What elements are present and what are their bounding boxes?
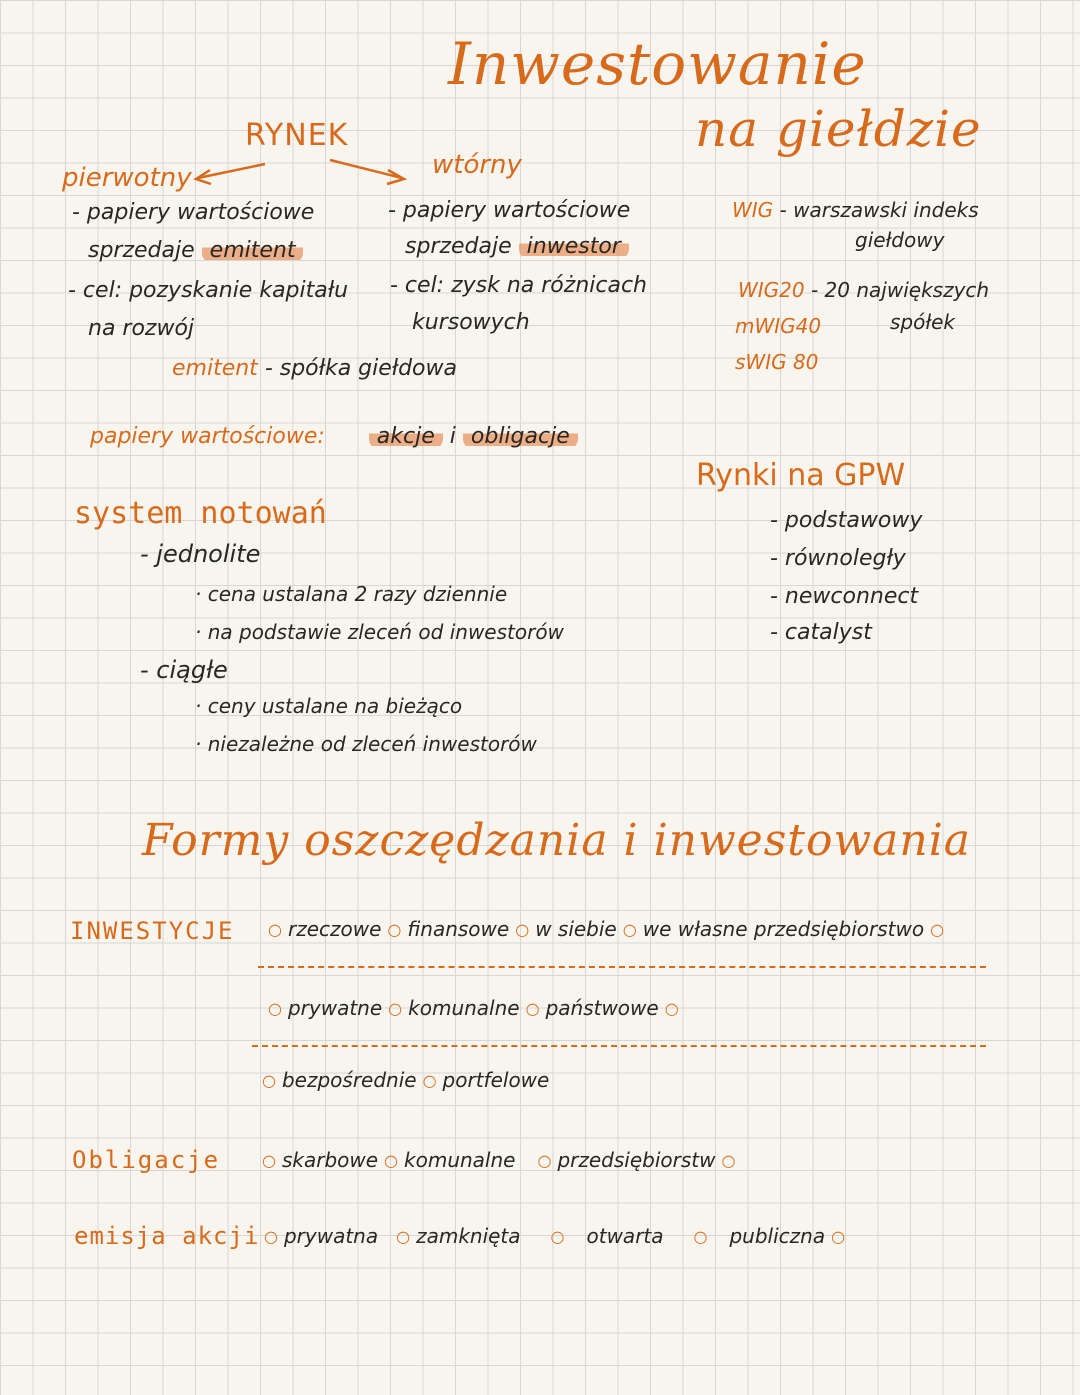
jednolite-label: - jednolite bbox=[140, 540, 261, 568]
dashed-divider bbox=[252, 1045, 986, 1047]
emisja-zamknieta: zamknięta bbox=[416, 1224, 521, 1248]
bullet-icon: ○ bbox=[930, 919, 945, 939]
inwestycje-row-1 bbox=[262, 917, 950, 941]
ciagle-item-1: · ceny ustalane na bieżąco bbox=[195, 694, 463, 718]
bullet-icon: ○ bbox=[384, 1150, 399, 1170]
pierwotny-label: pierwotny bbox=[62, 163, 192, 193]
rynek-heading: RYNEK bbox=[245, 118, 349, 153]
bullet-icon: ○ bbox=[268, 919, 282, 939]
wig-term: WIG bbox=[732, 198, 774, 222]
wtorny-line1: - papiery wartościowe bbox=[388, 198, 631, 223]
dashed-divider bbox=[258, 966, 986, 968]
inwestycje-row-2 bbox=[262, 996, 685, 1020]
bullet-icon: ○ bbox=[387, 919, 402, 939]
inwestycje-row-3 bbox=[256, 1068, 549, 1092]
bullet-icon: ○ bbox=[515, 919, 530, 939]
wig20-term: WIG20 bbox=[738, 278, 805, 302]
rynki-gpw-item-3: - newconnect bbox=[770, 584, 919, 609]
page-title-line2: na giełdzie bbox=[695, 100, 982, 158]
bullet-icon: ○ bbox=[262, 1150, 276, 1170]
bullet-icon: ○ bbox=[537, 1150, 552, 1170]
bullet-icon: ○ bbox=[550, 1226, 565, 1246]
wtorny-line3: - cel: zysk na różnicach bbox=[390, 273, 647, 298]
rynki-gpw-item-2: - równoległy bbox=[770, 546, 906, 571]
obligacje-komunalne: komunalne bbox=[404, 1148, 516, 1172]
wtorny-sprzedaje: sprzedaje bbox=[405, 234, 512, 259]
wig20-def2: spółek bbox=[890, 310, 955, 334]
rynki-gpw-item-1: - podstawowy bbox=[770, 508, 923, 533]
bullet-icon: ○ bbox=[264, 1226, 278, 1246]
inwestycje-komunalne: komunalne bbox=[408, 996, 520, 1020]
wig-def: - warszawski indeks bbox=[779, 198, 979, 222]
inwestycje-prywatne: prywatne bbox=[287, 996, 383, 1020]
papiery-line bbox=[90, 424, 578, 449]
bullet-icon: ○ bbox=[396, 1226, 411, 1246]
bullet-icon: ○ bbox=[831, 1226, 846, 1246]
pierwotny-line1: - papiery wartościowe bbox=[72, 200, 315, 225]
inwestycje-panstwowe: państwowe bbox=[545, 996, 659, 1020]
highlight-akcje: akcje bbox=[369, 424, 443, 449]
highlight-emitent: emitent bbox=[202, 238, 304, 263]
inwestycje-portfelowe: portfelowe bbox=[442, 1068, 550, 1092]
bullet-icon: ○ bbox=[622, 919, 637, 939]
pierwotny-line3: - cel: pozyskanie kapitału bbox=[68, 278, 349, 303]
papiery-i: i bbox=[449, 424, 456, 449]
rynki-gpw-item-4: - catalyst bbox=[770, 620, 872, 645]
pierwotny-line2 bbox=[88, 238, 303, 263]
bullet-icon: ○ bbox=[525, 998, 540, 1018]
jednolite-item-2: · na podstawie zleceń od inwestorów bbox=[195, 620, 564, 644]
wig20-entry bbox=[738, 278, 989, 302]
rynki-gpw-heading: Rynki na GPW bbox=[696, 458, 906, 493]
inwestycje-finansowe: finansowe bbox=[407, 917, 510, 941]
swig80-term: sWIG 80 bbox=[735, 350, 819, 374]
wtorny-line4: kursowych bbox=[412, 310, 530, 335]
bullet-icon: ○ bbox=[693, 1226, 708, 1246]
inwestycje-przedsiebiorstwo: we własne przedsiębiorstwo bbox=[642, 917, 925, 941]
inwestycje-label: INWESTYCJE bbox=[70, 917, 235, 945]
wtorny-label: wtórny bbox=[432, 150, 522, 180]
ciagle-label: - ciągłe bbox=[140, 656, 228, 684]
bullet-icon: ○ bbox=[721, 1150, 736, 1170]
wig-def2: giełdowy bbox=[855, 228, 945, 252]
wtorny-line2 bbox=[405, 234, 629, 259]
emitent-term: emitent bbox=[172, 356, 258, 381]
emisja-publiczna: publiczna bbox=[729, 1224, 826, 1248]
system-heading: system notowań bbox=[74, 496, 327, 531]
bullet-icon: ○ bbox=[388, 998, 403, 1018]
bullet-icon: ○ bbox=[422, 1070, 437, 1090]
emisja-row bbox=[258, 1224, 851, 1248]
highlight-inwestor: inwestor bbox=[519, 234, 629, 259]
bullet-icon: ○ bbox=[664, 998, 679, 1018]
mwig40-term: mWIG40 bbox=[735, 314, 822, 338]
obligacje-row bbox=[256, 1148, 741, 1172]
papiery-label: papiery wartościowe: bbox=[90, 424, 325, 449]
wig-entry bbox=[732, 198, 979, 222]
emisja-prywatna: prywatna bbox=[283, 1224, 379, 1248]
arrow-right bbox=[330, 160, 402, 178]
pierwotny-line4: na rozwój bbox=[88, 316, 195, 341]
emisja-otwarta: otwarta bbox=[586, 1224, 664, 1248]
pierwotny-sprzedaje: sprzedaje bbox=[88, 238, 195, 263]
inwestycje-w-siebie: w siebie bbox=[535, 917, 617, 941]
page-title: Inwestowanie bbox=[448, 30, 867, 98]
highlight-obligacje: obligacje bbox=[463, 424, 578, 449]
obligacje-skarbowe: skarbowe bbox=[281, 1148, 379, 1172]
jednolite-item-1: · cena ustalana 2 razy dziennie bbox=[195, 582, 508, 606]
bullet-icon: ○ bbox=[268, 998, 282, 1018]
obligacje-przedsiebiorstw: przedsiębiorstw bbox=[557, 1148, 716, 1172]
obligacje-label: Obligacje bbox=[72, 1146, 221, 1174]
wig20-def: - 20 największych bbox=[810, 278, 990, 302]
emisja-label: emisja akcji bbox=[74, 1222, 260, 1250]
rynek-arrows bbox=[180, 150, 420, 190]
ciagle-item-2: · niezależne od zleceń inwestorów bbox=[195, 732, 537, 756]
inwestycje-bezposrednie: bezpośrednie bbox=[281, 1068, 417, 1092]
inwestycje-rzeczowe: rzeczowe bbox=[287, 917, 382, 941]
emitent-definition bbox=[172, 356, 457, 381]
bullet-icon: ○ bbox=[262, 1070, 276, 1090]
emitent-def: - spółka giełdowa bbox=[264, 356, 457, 381]
formy-heading: Formy oszczędzania i inwestowania bbox=[142, 815, 971, 866]
